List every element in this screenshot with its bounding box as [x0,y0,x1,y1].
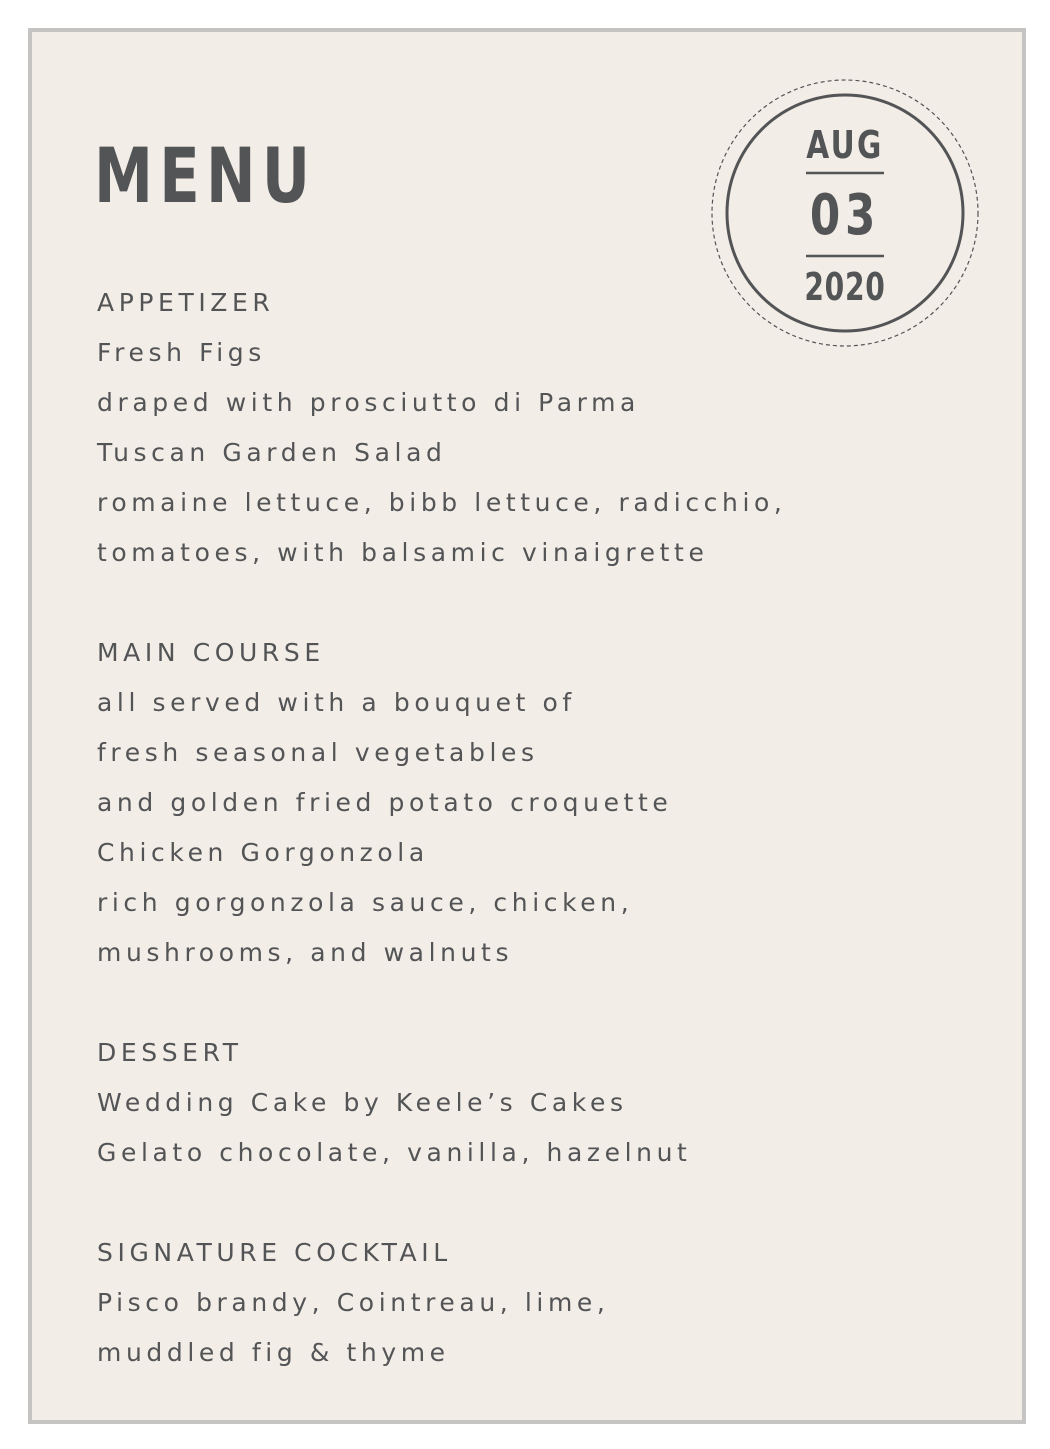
menu-line: draped with prosciutto di Parma [97,388,640,417]
menu-line: Tuscan Garden Salad [97,438,447,467]
menu-line: tomatoes, with balsamic vinaigrette [97,538,709,567]
menu-line: fresh seasonal vegetables [97,738,539,767]
section-signature-cocktail [97,1228,997,1378]
menu-line: rich gorgonzola sauce, chicken, [97,888,634,917]
menu-card [28,28,1026,1424]
menu-line: and golden fried potato croquette [97,788,673,817]
menu-line: muddled fig & thyme [97,1338,450,1367]
section-appetizer [97,278,997,578]
menu-line: Wedding Cake by Keele’s Cakes [97,1088,628,1117]
section-heading: DESSERT [97,1038,243,1067]
section-heading: MAIN COURSE [97,638,325,667]
menu-line: all served with a bouquet of [97,688,576,717]
date-year: 2020 [804,265,886,309]
section-dessert [97,1028,997,1178]
section-main-course [97,628,997,978]
menu-line: Pisco brandy, Cointreau, lime, [97,1288,610,1317]
menu-line: Gelato chocolate, vanilla, hazelnut [97,1138,692,1167]
date-day: 03 [809,183,881,248]
section-heading: APPETIZER [97,288,275,317]
menu-line: romaine lettuce, bibb lettuce, radicchio, [97,488,787,517]
section-heading: SIGNATURE COCKTAIL [97,1238,452,1267]
menu-body [97,278,997,1428]
menu-line: Fresh Figs [97,338,266,367]
menu-line: Chicken Gorgonzola [97,838,429,867]
menu-title: MENU [94,131,317,220]
date-month: AUG [806,123,884,167]
menu-line: mushrooms, and walnuts [97,938,514,967]
